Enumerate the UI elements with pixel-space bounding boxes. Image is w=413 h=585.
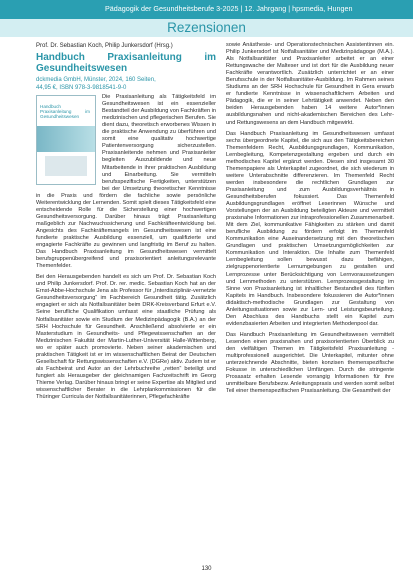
left-column [36, 43, 216, 401]
review-paragraph-4: Das Handbuch Praxisanleitung im Gesundheitswesen umfasst sechs übergeordnete Kapitel, die sich aus den Tätigkeitsbereichen Themenfeldern Recht, Ausbildungsgrundlagen, Kommunikation, Lernbegleitung, Kompetenzgestaltung ergeben und durch ein methodisches Kapitel ergänzt werden. Diesen sind insgesamt 30 Themenpapiere als Unterkapitel zugeordnet, die sich wiederum in weitere Unterabschnitte differenzieren. Im Themenfeld Recht werden insbesondere die rechtlichen Grundlagen zur Praxisanleitung und zum Ausbildungsverhältnis in Gesundheitsberufen fokussiert. Das Themenfeld Ausbildungsgrundlagen eröffnet Leserinnen Wünsche und Vorstellungen der an Ausbildung beteiligten Akteure und vermittelt praxisnahe Informationen zur intraprofessionellen Zusammenarbeit. Mit dem Ziel, kommunikative Fähigkeiten zu stärken und damit berufliche Ausbildung zu fördern erfolgt im Themenfeld Kommunikation eine Auseinandersetzung mit den theoretischen Grundlagen und praktischen Umsetzungsmöglichkeiten zur Kommunikation und Interaktion. Die Inhalte zum Themenfeld Lernbegleitung sollen bewusst dazu befähigen, zielgruppenorientierte Lernumgebungen zu gestalten und Lernprozesse unter Berücksichtigung von Lernvoraussetzungen und Lernmethoden zu unterstützen. Lernprozessgestaltung im Sinne von Praxisanleitung ist inhaltlicher Bestandteil des fünften Kapitels im Handbuch. Insbesondere fokussieren die Autor*innen didaktisch-methodische Grundlagen zur Gestaltung von Anleitungssituationen sowie zur Lern- und Leistungsbeurteilung. Den Abschluss des Handbuchs stellt ein Kapitel zum evidenzbasierten Arbeiten und integrierten Methodenpool dar. [226, 130, 394, 327]
book-title: Handbuch Praxisanleitung im Gesundheitswesen [36, 52, 216, 74]
review-authors: Prof. Dr. Sebastian Koch, Philip Junkersdorf (Hrsg.) [36, 43, 173, 49]
book-cover-title: Handbuch Praxisanleitung im Gesundheitswesen [40, 104, 90, 120]
book-cover-block [45, 156, 87, 176]
page-number: 130 [201, 566, 212, 572]
book-cover-band [37, 126, 95, 152]
review-paragraph-1: Die Praxisanleitung als Tätigkeitsfeld im Gesundheitswesen ist ein essenzieller Bestandteil der Ausbildung von Fachkräften in medizinischen und pflegerischen Berufen. Sie dient dazu, theoretisch erworbenes Wissen in die praktische Anwendung zu überführen und somit eine qualitativ hochwertige Patientenversorgung sicherzustellen. Praxisanleitende nehmen und Praxisanleiter begleiten Auszubildende und neue Mitarbeitende in ihrer praktischen Ausbildung und Einarbeitung. Sie vermitteln berufsspezifische Fertigkeiten, unterstützen bei der Umsetzung theoretischer Kenntnisse in die Praxis und fördern die fachliche sowie persönliche Weiterentwicklung der Lernenden. Somit spielt dieses Tätigkeitsfeld eine entscheidende Rolle für die Sicherstellung einer hochwertigen Gesundheitsversorgung. Darüber hinaus trägt Praxisanleitung maßgeblich zur Nachwuchssicherung und Fachkräfteentwicklung bei. Angesichts des Fachkräftemangels im Gesundheitswesen ist eine fundierte praktische Ausbildung essenziell, um qualifizierte und engagierte Fachkräfte zu gewinnen und langfristig im Beruf zu halten. Das Handbuch Praxisanleitung im Gesundheitswesen vermittelt berufsgruppenübergreifend und praxisorientiert anleitungsrelevante Themenfelder. [36, 94, 216, 270]
review-paragraph-2: Bei den Herausgebenden handelt es sich um Prof. Dr. Sebastian Koch und Philip Junkersdorf. Prof. Dr. rer. medic. Sebastian Koch hat an der Ernst-Abbe-Hochschule Jena als Professor für „Interdisziplinär-vernetzte Gesundheitsversorgung“ im Fachbereich Gesundheit tätig. Zusätzlich engagiert er sich als Notfallsanitäter beim DRK-Kreisverband Erfurt e.V. Seine berufliche Qualifikation umfasst eine staatliche Prüfung als Notfallsanitäter sowie ein Studium der Medizinpädagogik (B.A.) an der SRH Hochschule für Gesundheit. Anschließend absolvierte er ein Masterstudium in Gesundheits- und Pflegewissenschaften an der Medizinischen Fakultät der Martin-Luther-Universität Halle-Wittenberg, wo er später auch promovierte. Neben seiner akademischen und praktischen Tätigkeit ist er im wissenschaftlichen Beirat der Deutschen Gesellschaft für Rettungswissenschaften e.V. (DGRe) aktiv. Zudem ist er als Fachbeirat und Autor an der Lehrbuchreihe „retten“ beteiligt und fungiert als Herausgeber der gleichnamigen Fachzeitschrift im Georg Thieme Verlag. Darüber hinaus bringt er seine Expertise als Mitglied und wissenschaftlicher Berater in die Lehrplankommissionen für die Thüringer Curricula der Notfallsanitäterinnen, Pflegefachkräfte [36, 274, 216, 401]
journal-header-bar [0, 0, 413, 19]
right-column [226, 42, 394, 395]
review-paragraph-3: sowie Anästhesie- und Operationstechnischen Assistentinnen ein. Philip Junkersdorf ist Notfallsanitäter und Medizinpädagoge (M.A.). Als Notfallsanitäter und Praxisanleiter arbeitet er an einer Rettungswache der Malteser und ist dort für die Ausbildung neuer Fachkräfte verantwortlich. Zusätzlich unterrichtet er an einer Berufsschule in der Notfallsanitäter-Ausbildung. Im Rahmen seines Studiums an der SRH Hochschule für Gesundheit in Gera erwarb er fundierte Kenntnisse in wissenschaftlichem Arbeiten und Pädagogik, die er in seiner Lehrtätigkeit anwendet. Neben den beiden Herausgebenden haben 14 weitere Autor*innen ausbildungsnahen und nicht-akademischen Bereichen des Lehr- und Rettungswesens an dem Handbuch mitgewirkt. [226, 42, 394, 126]
journal-info: Pädagogik der Gesundheitsberufe 3-2025 | 12. Jahrgang | hpsmedia, Hungen [105, 4, 353, 13]
publication-line-2: 44,95 €, ISBN 978-3-9818541-9-0 [36, 85, 127, 92]
publication-info [36, 76, 216, 92]
review-paragraph-5: Das Handbuch Praxisanleitung im Gesundheitswesen vermittelt Lesenden einen praxisnahen und praxisorientierten Überblick zu den vielfältigen Themen im Tätigkeitsfeld Praxisanleitung - multiprofessionell ausgerichtet. Die Unterkapitel, mitunter ohne unterzeichnende Abschnitte, bieten konzisen themenspezifische Fokusse in unterschiedlichen Umfängen. Durch die stringente Prosasatz erhalten Lesende vorrangig Informationen für ihre unmittelbare Berufsbezw. Anleitungspraxis und werden somit selbst Teil einer themenspezifischen Praxisanleitung. Die Gesamtheit der [226, 331, 394, 395]
section-title: Rezensionen [0, 19, 413, 37]
publication-line-1: dckmedia GmbH, Münster, 2024, 160 Seiten, [36, 77, 156, 84]
book-cover-image [36, 95, 96, 185]
